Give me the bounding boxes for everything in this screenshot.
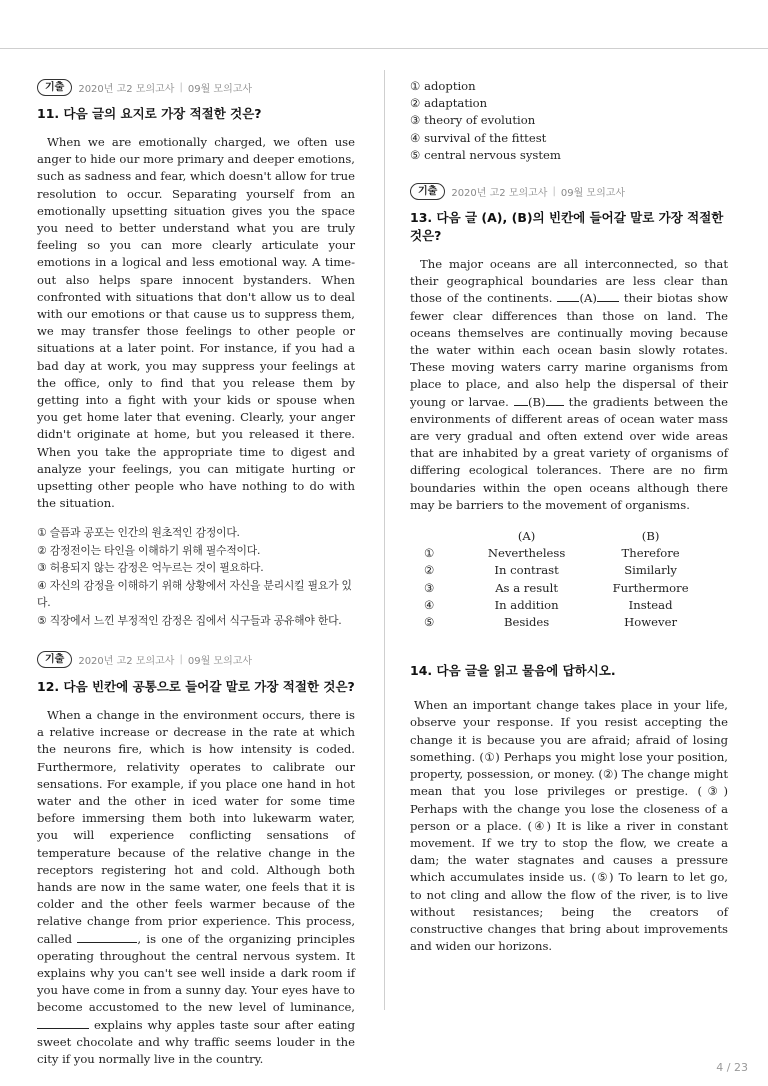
q13-option-b: Furthermore [612, 580, 689, 595]
q13-option-num: ③ [424, 580, 435, 595]
q13-option-a: As a result [495, 580, 558, 595]
q13-option-num: ⑤ [424, 615, 435, 630]
q13-option-a: In addition [494, 597, 559, 612]
q13-option-b: Therefore [621, 546, 680, 561]
q13-option-row[interactable] [412, 597, 712, 614]
q13-passage-part3: the gradients between the environments of different areas of ocean water mass are very gradual and often extend over wide areas that are inhabited by a great variety of organisms of differing ecological tolerances. There are no firm boundaries within the open oceans although there may be barriers to the movement of organisms. [410, 394, 728, 512]
q12-title: 12. 다음 빈칸에 공통으로 들어갈 말로 가장 적절한 것은? [37, 678, 355, 694]
q13-option-num: ① [424, 546, 435, 561]
q11-passage-text: When we are emotionally charged, we often use anger to hide our more primary and deeper emotions, such as sadness and fear, which doesn't allow for true resolution to occur. Separating yourself from an emotionally upsetting situation gives you the space you need to better understand what you are truly feeling so you can more clearly articulate your emotions in a logical and less emotional way. A time-out also helps spare innocent bystanders. When confronted with situations that don't allow us to deal with our emotions or that cause us to suppress them, we may transfer those feelings to other people or situations at a later point. For instance, if you had a bad day at work, you may suppress your feelings at the office, only to find that you release them by getting into a fight with your kids or spouse when you get home later that evening. Clearly, your anger didn't originate at home, but you released it there. When you take the appropriate time to digest and analyze your feelings, you can mitigate hurting or upsetting other people who have nothing to do with the situation. [37, 135, 355, 511]
q13-blank-b-left [514, 394, 528, 406]
question-14 [410, 661, 728, 955]
q13-passage [410, 256, 728, 514]
q14-passage-text: When an important change takes place in your life, observe your response. If you resist accepting the change it is because you are afraid; afraid of losing something. (①) Perhaps you might lose your position, property, possession, or money. (②) The change might mean that you lose privileges or prestige. (③) Perhaps with the change you lose the closeness of a person or a place. (④) It is like a river in constant movement. If we try to stop the flow, we create a dam; the water stagnates and causes a pressure which accumulates inside us. (⑤) To learn to let go, to not cling and allow the flow of the river, is to live without resistances; being the creators of constructive changes that bring about improvements and widen our horizons. [410, 698, 728, 954]
q12-choice-5[interactable]: ⑤ central nervous system [410, 147, 561, 162]
q13-head-a: (A) [517, 529, 536, 544]
q13-label-a: (A) [579, 291, 597, 306]
left-column [37, 78, 355, 1068]
q11-title: 11. 다음 글의 요지로 가장 적절한 것은? [37, 106, 262, 121]
q12-badge: 기출 [37, 651, 72, 668]
q13-option-row[interactable] [412, 562, 712, 579]
q12-passage-part2: , is one of the organizing principles operating throughout the central nervous system. It explains why you can't see well inside a dark room if you have come in from a sunny day. Your eyes have to become accustomed to the new level of luminance, [37, 931, 355, 1015]
q13-options-table [412, 528, 712, 631]
q13-option-a: In contrast [494, 563, 559, 578]
q12-passage-part3: explains why apples taste sour after eating sweet chocolate and why traffic seems louder in the city if you normally live in the country. [37, 1017, 356, 1066]
q11-choices [37, 524, 355, 628]
q12-choices [410, 78, 728, 164]
q13-passage-part2: their biotas show fewer clear differences than those on land. The oceans themselves are continually moving because the water within each ocean basin slowly rotates. These moving waters carry marine organisms from place to place, and also help the dispersal of their young or larvae. [410, 291, 729, 409]
header-rule [0, 48, 768, 49]
q11-month: 09월 모의고사 [187, 83, 253, 95]
q13-blank-a-left [557, 290, 579, 302]
q13-option-b: However [624, 615, 677, 630]
q11-tagline [37, 78, 355, 96]
q13-separator: | [552, 185, 556, 197]
question-13 [410, 182, 728, 631]
q11-badge: 기출 [37, 79, 72, 96]
q12-choice-2[interactable]: ② adaptation [410, 96, 488, 111]
q11-year: 2020년 고2 모의고사 [78, 83, 175, 95]
q13-option-num: ② [424, 563, 435, 578]
q13-tagline [410, 182, 728, 200]
q13-head-b: (B) [641, 529, 660, 544]
q13-options-header [412, 528, 712, 545]
q12-year: 2020년 고2 모의고사 [78, 656, 175, 668]
q14-title: 14. 다음 글을 읽고 물음에 답하시오. [410, 663, 616, 679]
q14-passage [410, 697, 728, 955]
right-column [410, 78, 728, 955]
q13-option-num: ④ [424, 597, 435, 612]
q12-blank-1 [77, 931, 137, 943]
q11-choice-5[interactable]: ⑤ 직장에서 느낀 부정적인 감정은 집에서 식구들과 공유해야 한다. [37, 613, 342, 627]
q13-label-b: (B) [527, 394, 546, 409]
q13-blank-a-right [597, 290, 619, 302]
q11-choice-2[interactable]: ② 감정전이는 타인을 이해하기 위해 필수적이다. [37, 543, 261, 557]
q13-option-row[interactable] [412, 580, 712, 597]
q13-option-b: Similarly [624, 563, 677, 578]
q12-choice-4[interactable]: ④ survival of the fittest [410, 130, 547, 145]
q12-choice-3[interactable]: ③ theory of evolution [410, 113, 536, 128]
q12-month: 09월 모의고사 [187, 656, 253, 668]
q12-choice-1[interactable]: ① adoption [410, 79, 476, 93]
q12-separator: | [179, 654, 183, 666]
q13-title: 13. 다음 글 (A), (B)의 빈칸에 들어갈 말로 가장 적절한 것은? [410, 210, 724, 244]
q12-passage [37, 707, 355, 1068]
q11-choice-3[interactable]: ③ 허용되지 않는 감정은 억누르는 것이 필요하다. [37, 561, 264, 575]
q13-option-b: Instead [628, 597, 673, 612]
q11-passage [37, 134, 355, 512]
q12-passage-part1: When a change in the environment occurs, there is a relative increase or decrease in the rate at which the neurons fire, which is how intensity is coded. Furthermore, relativity operates to calibrate our sensations. For example, if you place one hand in hot water and the other in iced water for some time before immersing them both into lukewarm water, you will experience conflicting sensations of temperature because of the relative change in the receptors registering hot and cold. Although both hands are now in the same water, one feels that it is colder and the other feels warmer because of the relative change from prior experience. This process, called [37, 707, 355, 946]
q13-year: 2020년 고2 모의고사 [451, 187, 548, 199]
q13-month: 09월 모의고사 [560, 187, 626, 199]
q13-option-a: Nevertheless [487, 546, 566, 561]
q12-tagline [37, 651, 355, 669]
q11-choice-1[interactable]: ① 슬픔과 공포는 인간의 원초적인 감정이다. [37, 526, 240, 540]
q11-separator: | [179, 81, 183, 93]
page-number: 4 / 23 [716, 1061, 748, 1074]
column-divider [384, 70, 385, 1010]
q12-blank-2 [37, 1017, 89, 1029]
q13-passage-part1: The major oceans are all interconnected, so that their geographical boundaries are less clear than those of the continents. [410, 257, 728, 306]
q13-option-row[interactable] [412, 614, 712, 631]
q13-option-a: Besides [503, 615, 550, 630]
q13-blank-b-right [546, 394, 564, 406]
question-11 [37, 78, 355, 629]
q13-option-row[interactable] [412, 545, 712, 562]
question-12 [37, 651, 355, 1068]
q13-badge: 기출 [410, 183, 445, 200]
q11-choice-4[interactable]: ④ 자신의 감정을 이해하기 위해 상황에서 자신을 분리시킬 필요가 있다. [37, 578, 352, 610]
